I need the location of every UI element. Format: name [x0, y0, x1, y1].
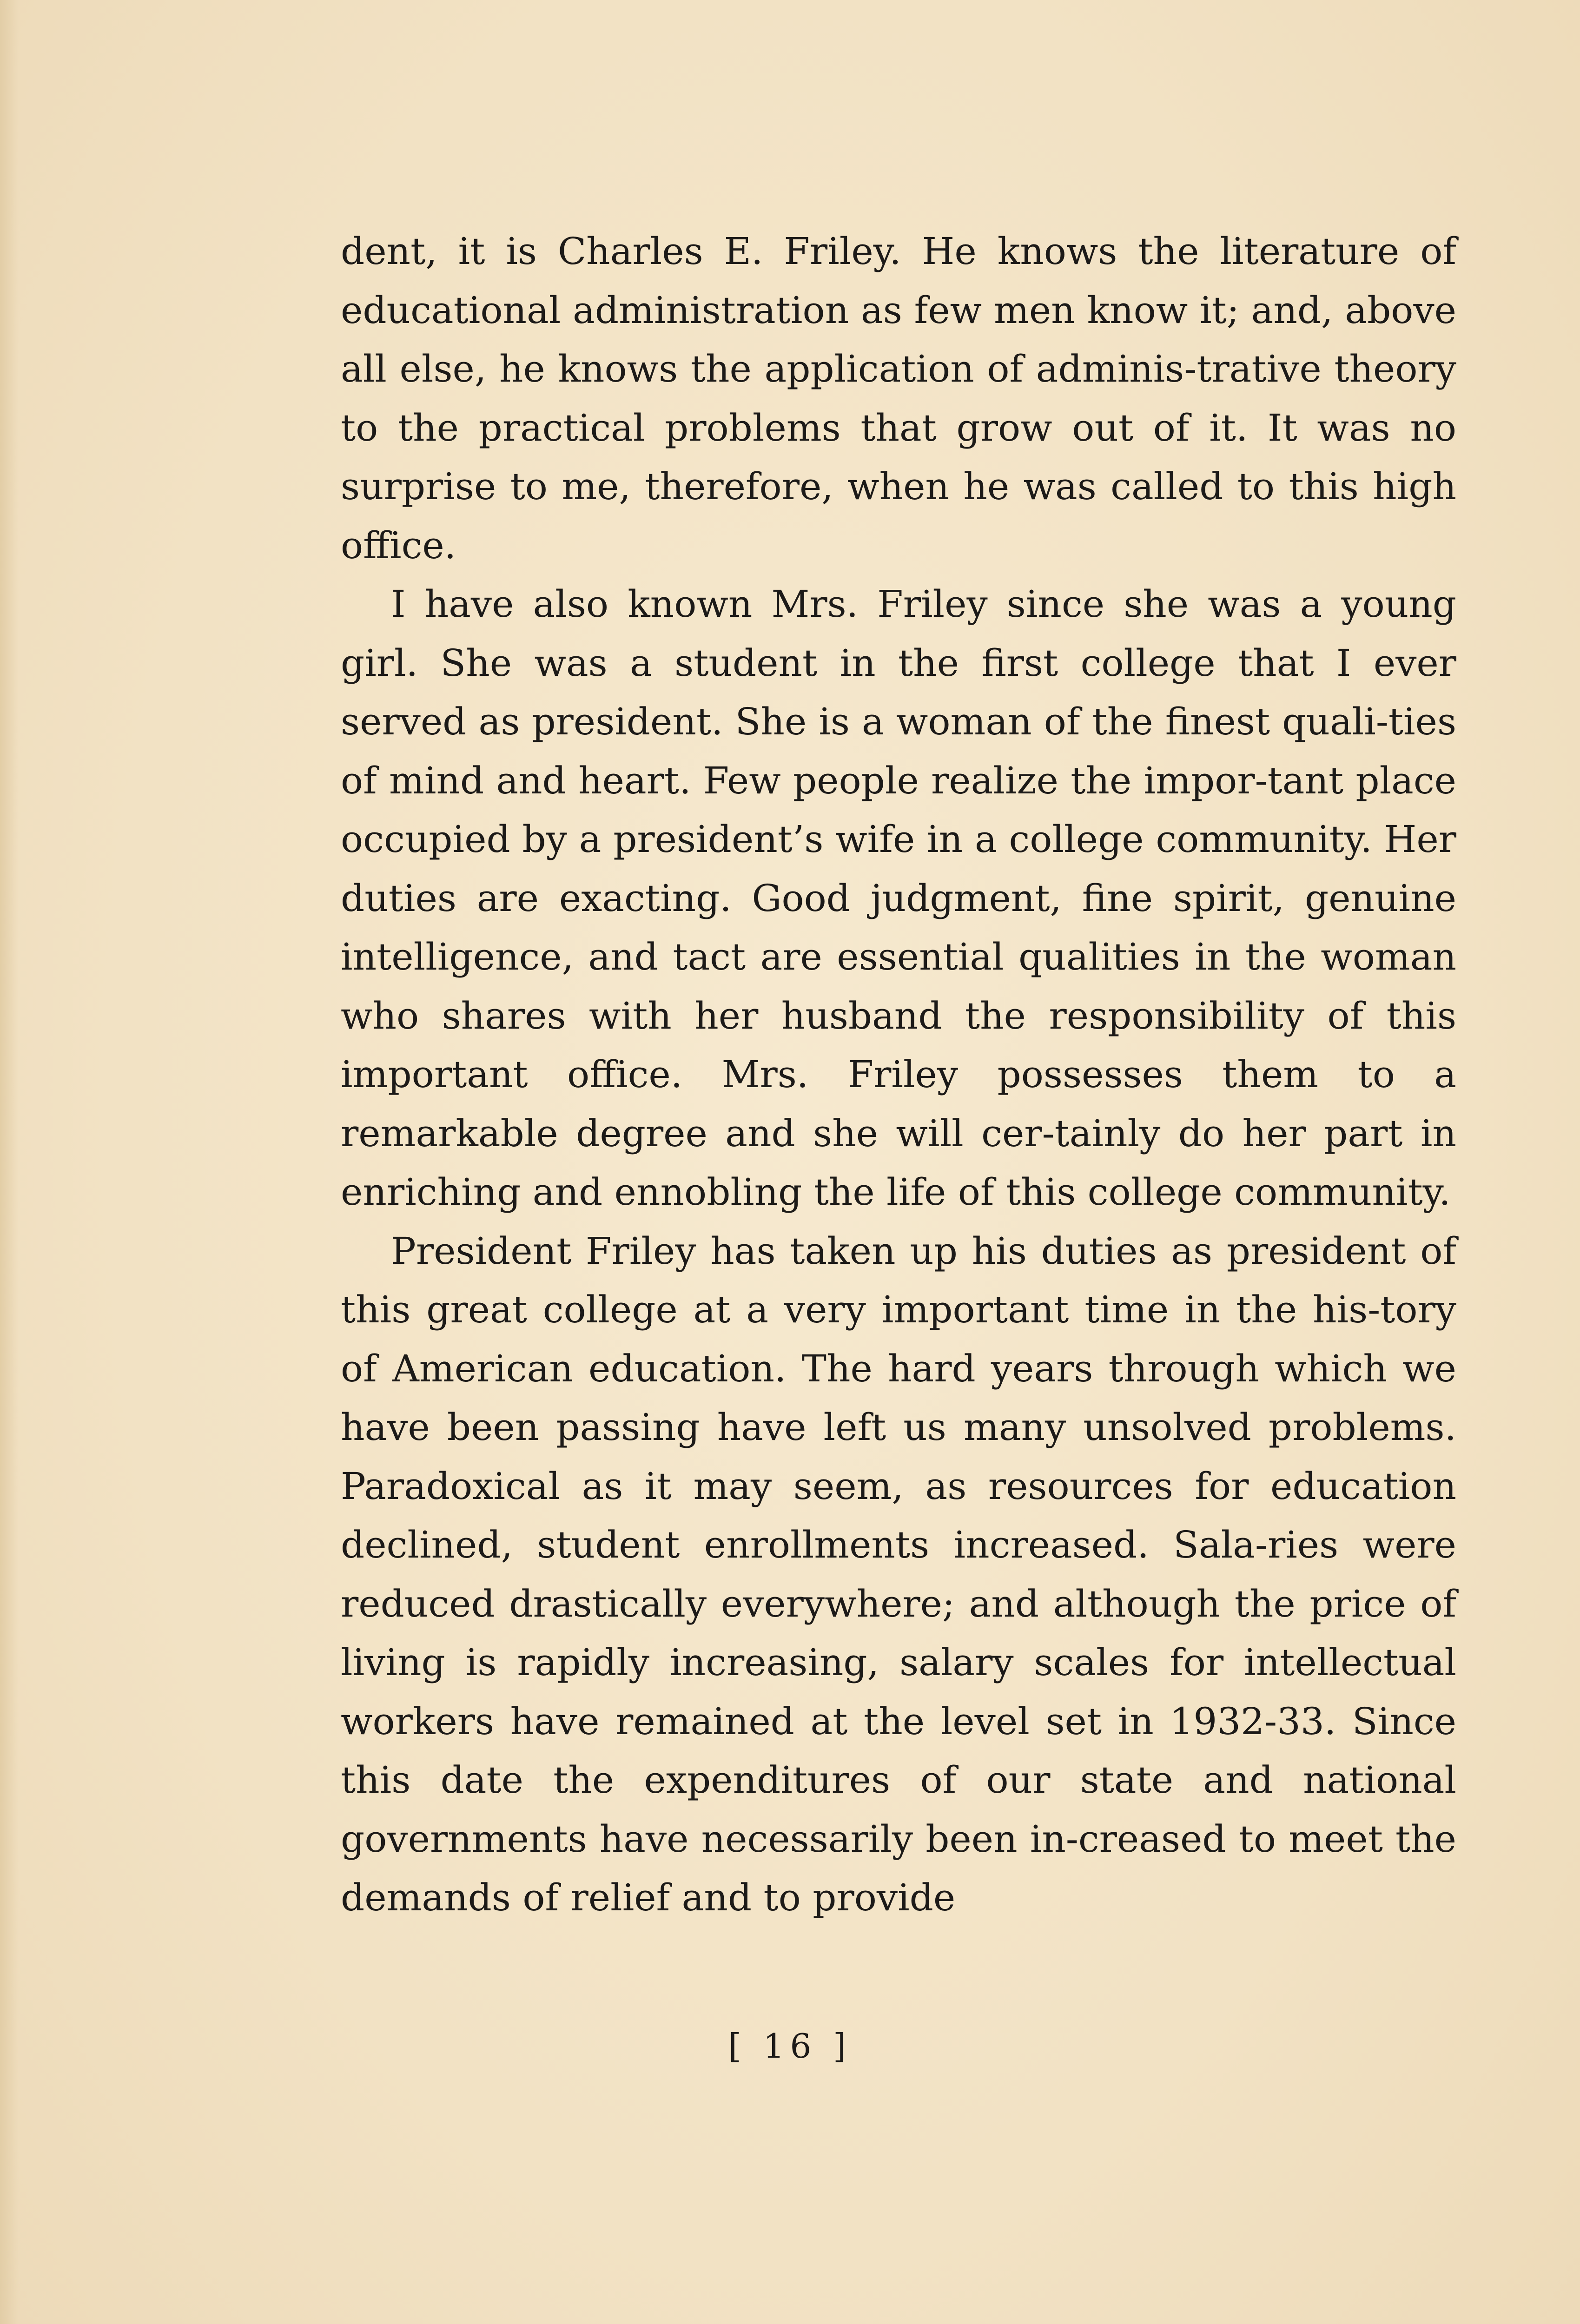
page-binding-edge — [0, 0, 19, 2324]
body-text — [341, 222, 1456, 1928]
paragraph-mrs-friley: I have also known Mrs. Friley since she was a young girl. She was a student in the first college that I ever served as president. She is a woman of the finest quali-ties of mind and heart. Few people realize the impor-tant place occupied by a president’s wife in a college community. Her duties are exacting. Good judgment, fine spirit, genuine intelligence, and tact are essential qualities in the woman who shares with her husband the responsibility of this important office. Mrs. Friley possesses them to a remarkable degree and she will cer-tainly do her part in enriching and ennobling the life of this college community. — [341, 582, 1456, 1214]
paragraph-continuation: dent, it is Charles E. Friley. He knows the literature of educational administration as few men know it; and, above all else, he knows the application of adminis-trative theory to the practical problems that grow out of it. It was no surprise to me, therefore, when he was called to this high office. — [341, 230, 1456, 567]
page-number: [ 16 ] — [728, 2027, 852, 2066]
paragraph-president-duties: President Friley has taken up his duties as president of this great college at a very important time in the his-tory of American education. The hard years through which we have been passing have left us many unsolved problems. Paradoxical as it may seem, as resources for education declined, student enrollments increased. Sala-ries were reduced drastically everywhere; and although the price of living is rapidly increasing, salary scales for intellectual workers have remained at the level set in 1932-33. Since this date the expenditures of our state and national governments have necessarily been in-creased to meet the demands of relief and to provide — [341, 1229, 1456, 1919]
